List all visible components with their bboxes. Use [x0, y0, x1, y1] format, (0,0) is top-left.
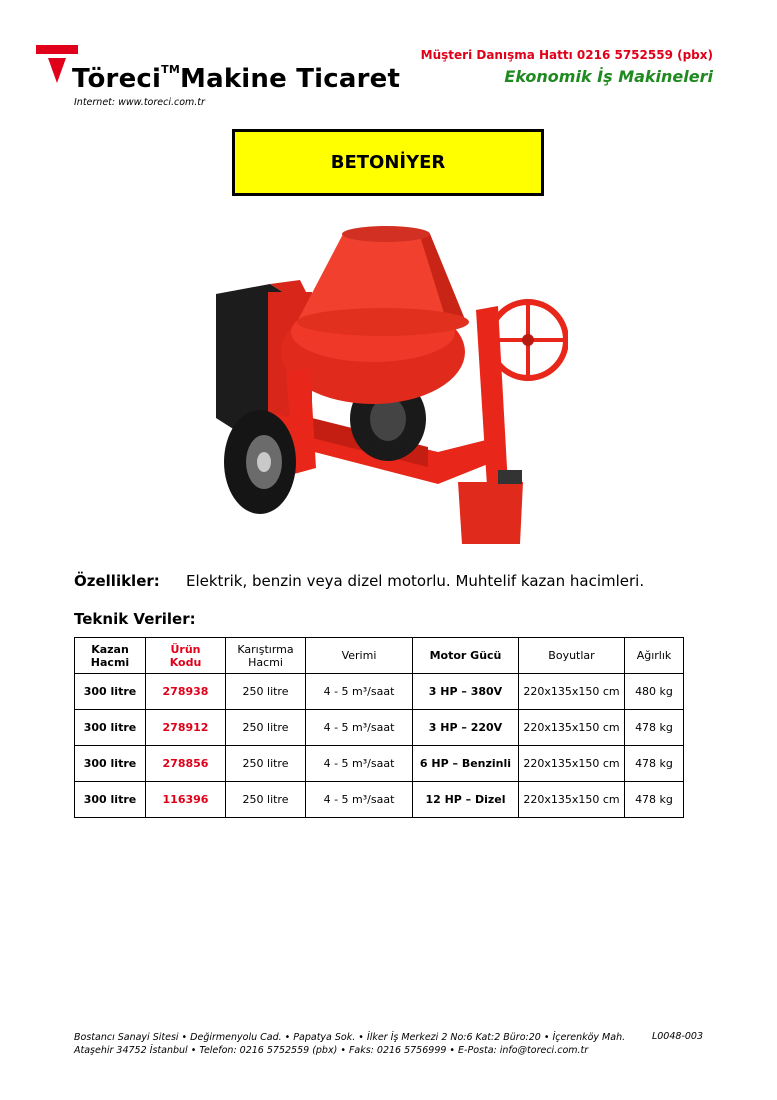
cell-product-code: 278912	[146, 710, 226, 746]
cell-mix-volume: 250 litre	[226, 746, 306, 782]
concrete-mixer-photo	[198, 222, 568, 557]
cell-dimensions: 220x135x150 cm	[519, 782, 625, 818]
cell-product-code: 116396	[146, 782, 226, 818]
customer-hotline: Müşteri Danışma Hattı 0216 5752559 (pbx)	[420, 48, 713, 62]
cell-dimensions: 220x135x150 cm	[519, 710, 625, 746]
cell-weight: 478 kg	[625, 746, 684, 782]
footer-line-1: Bostancı Sanayi Sitesi • Değirmenyolu Cad. • Papatya Sok. • İlker İş Merkezi 2 No:6 Kat:2 Büro:20 • İçerenköy Mah.	[74, 1032, 626, 1043]
cell-motor: 3 HP – 220V	[413, 710, 519, 746]
col-header-agirlik: Ağırlık	[625, 638, 684, 674]
col-header-motor-gucu: Motor Gücü	[413, 638, 519, 674]
cell-dimensions: 220x135x150 cm	[519, 674, 625, 710]
cell-volume: 300 litre	[75, 782, 146, 818]
table-header-row	[75, 638, 684, 674]
cell-volume: 300 litre	[75, 710, 146, 746]
cell-volume: 300 litre	[75, 674, 146, 710]
footer-address	[74, 1031, 625, 1057]
cell-mix-volume: 250 litre	[226, 674, 306, 710]
cell-motor: 12 HP – Dizel	[413, 782, 519, 818]
col-header-urun-kodu: Ürün Kodu	[146, 638, 226, 674]
table-row	[75, 674, 684, 710]
cell-motor: 6 HP – Benzinli	[413, 746, 519, 782]
col-header-boyutlar: Boyutlar	[519, 638, 625, 674]
technical-data-label: Teknik Veriler:	[74, 610, 196, 628]
technical-data-table	[74, 637, 684, 818]
cell-dimensions: 220x135x150 cm	[519, 746, 625, 782]
cell-weight: 478 kg	[625, 782, 684, 818]
cell-weight: 480 kg	[625, 674, 684, 710]
cell-volume: 300 litre	[75, 746, 146, 782]
col-header-kazan-hacmi: Kazan Hacmi	[75, 638, 146, 674]
cell-weight: 478 kg	[625, 710, 684, 746]
document-code: L0048-003	[651, 1031, 703, 1042]
cell-mix-volume: 250 litre	[226, 710, 306, 746]
features-text: Elektrik, benzin veya dizel motorlu. Muhtelif kazan hacimleri.	[186, 572, 645, 590]
cell-product-code: 278938	[146, 674, 226, 710]
cell-output: 4 - 5 m³/saat	[306, 782, 413, 818]
table-row	[75, 710, 684, 746]
features-label: Özellikler:	[74, 572, 160, 590]
slogan: Ekonomik İş Makineleri	[504, 67, 713, 86]
cell-output: 4 - 5 m³/saat	[306, 674, 413, 710]
cell-mix-volume: 250 litre	[226, 782, 306, 818]
website-link[interactable]: Internet: www.toreci.com.tr	[74, 97, 205, 108]
cell-product-code: 278856	[146, 746, 226, 782]
table-row	[75, 782, 684, 818]
brand-name: Töreci™Makine Ticaret	[72, 63, 401, 94]
page-title: BETONİYER	[232, 129, 544, 196]
cell-output: 4 - 5 m³/saat	[306, 710, 413, 746]
table-row	[75, 746, 684, 782]
cell-motor: 3 HP – 380V	[413, 674, 519, 710]
col-header-karistirma-hacmi: Karıştırma Hacmi	[226, 638, 306, 674]
footer-line-2: Ataşehir 34752 İstanbul • Telefon: 0216 5752559 (pbx) • Faks: 0216 5756999 • E-Posta: info@toreci.com.tr	[74, 1045, 589, 1056]
col-header-verimi: Verimi	[306, 638, 413, 674]
cell-output: 4 - 5 m³/saat	[306, 746, 413, 782]
